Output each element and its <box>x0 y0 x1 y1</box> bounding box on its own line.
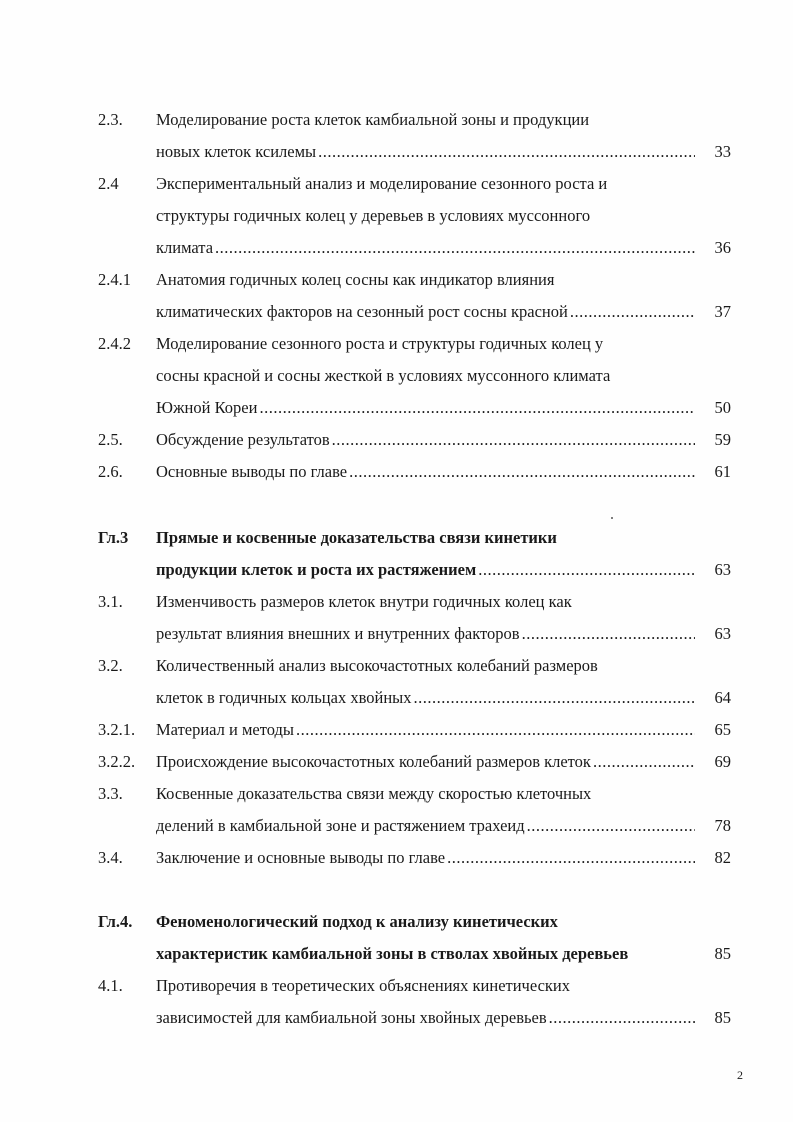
toc-entry-number: 3.2.1. <box>98 720 136 739</box>
toc-entry-page: 59 <box>714 430 731 449</box>
toc-entry-text: Обсуждение результатов <box>156 430 330 449</box>
toc-entry-text: зависимостей для камбиальной зоны хвойных деревьев <box>156 1008 547 1027</box>
chapter-number: Гл.4. <box>98 912 133 931</box>
toc-entry-number: 3.1. <box>98 592 123 611</box>
toc-entry-leader <box>156 846 695 870</box>
toc-entry-text: структуры годичных колец у деревьев в условиях муссонного <box>156 206 591 225</box>
chapter-title: Прямые и косвенные доказательства связи кинетики <box>156 528 557 547</box>
toc-entry-text: Моделирование роста клеток камбиальной зоны и продукции <box>156 110 590 129</box>
toc-entry-leader <box>156 300 695 324</box>
page-number: 2 <box>737 1068 743 1082</box>
toc-entry-text: новых клеток ксилемы <box>156 142 317 161</box>
toc-entry-number: 2.3. <box>98 110 123 129</box>
toc-entry-text: Противоречия в теоретических объяснениях кинетических <box>156 976 571 995</box>
chapter-title: характеристик камбиальной зоны в стволах хвойных деревьев <box>156 944 629 963</box>
toc-entry-page: 82 <box>714 848 731 867</box>
toc-entry-page: 78 <box>714 816 731 835</box>
toc-entry-text: Основные выводы по главе <box>156 462 348 481</box>
toc-entry-text: сосны красной и сосны жесткой в условиях муссонного климата <box>156 366 611 385</box>
toc-entry-text: Происхождение высокочастотных колебаний размеров клеток <box>156 752 591 771</box>
toc-entry-page: 61 <box>714 462 731 481</box>
toc-entry-leader <box>156 396 695 420</box>
toc-entry-page: 65 <box>714 720 731 739</box>
toc-entry-leader <box>156 460 695 484</box>
toc-entry-leader <box>156 750 695 774</box>
toc-entry-leader <box>156 428 695 452</box>
toc-entry-number: 2.4.2 <box>98 334 131 353</box>
toc-entry-page: 64 <box>714 688 731 707</box>
toc-entry-page: 69 <box>714 752 731 771</box>
toc-entry-text: Южной Кореи <box>156 398 258 417</box>
toc-entry-number: 2.4 <box>98 174 119 193</box>
toc-entry-page: 63 <box>714 624 731 643</box>
toc-entry-text: Материал и методы <box>156 720 294 739</box>
toc-entry-text: климата <box>156 238 214 257</box>
toc-entry-number: 2.4.1 <box>98 270 131 289</box>
toc-entry-number: 3.2.2. <box>98 752 136 771</box>
toc-entry-leader <box>156 814 695 838</box>
toc-entry-text: Косвенные доказательства связи между скоростью клеточных <box>156 784 592 803</box>
toc-entry-text: клеток в годичных кольцах хвойных <box>156 688 412 707</box>
toc-entry-page: 85 <box>714 1008 731 1027</box>
toc-entry-text: Экспериментальный анализ и моделирование сезонного роста и <box>156 174 608 193</box>
toc-entry-number: 3.4. <box>98 848 123 867</box>
toc-entry-number: 3.2. <box>98 656 123 675</box>
toc-entry-text: Количественный анализ высокочастотных колебаний размеров <box>156 656 598 675</box>
toc-entry-leader <box>156 558 695 582</box>
toc-entry-number: 2.5. <box>98 430 123 449</box>
toc-entry-leader <box>156 1006 695 1030</box>
toc-entry-page: 50 <box>714 398 731 417</box>
toc-entry-leader <box>156 718 695 742</box>
toc-entry-text: результат влияния внешних и внутренних факторов <box>156 624 520 643</box>
chapter-title: Феноменологический подход к анализу кинетических <box>156 912 558 931</box>
toc-entry-text: делений в камбиальной зоне и растяжением трахеид <box>156 816 525 835</box>
toc-entry-leader <box>156 686 695 710</box>
toc-entry-number: 2.6. <box>98 462 123 481</box>
toc-entry-page: 33 <box>714 142 731 161</box>
toc-entry-page: 63 <box>714 560 731 579</box>
toc-entry-leader <box>156 622 695 646</box>
toc-entry-text: Изменчивость размеров клеток внутри годичных колец как <box>156 592 572 611</box>
toc-entry-number: 4.1. <box>98 976 123 995</box>
toc-entry-leader <box>156 236 695 260</box>
toc-entry-page: 37 <box>714 302 731 321</box>
toc-entry-page: 85 <box>714 944 731 963</box>
toc-entry-text: Моделирование сезонного роста и структуры годичных колец у <box>156 334 604 353</box>
toc-entry-text: Заключение и основные выводы по главе <box>156 848 446 867</box>
toc-entry-page: 36 <box>714 238 731 257</box>
toc-entry-text: климатических факторов на сезонный рост сосны красной <box>156 302 568 321</box>
toc-entry-leader <box>156 140 695 164</box>
toc-entry-number: 3.3. <box>98 784 123 803</box>
scan-speck <box>611 517 613 519</box>
toc-entry-text: Анатомия годичных колец сосны как индикатор влияния <box>156 270 555 289</box>
chapter-title: продукции клеток и роста их растяжением <box>156 560 477 579</box>
chapter-number: Гл.3 <box>98 528 129 547</box>
